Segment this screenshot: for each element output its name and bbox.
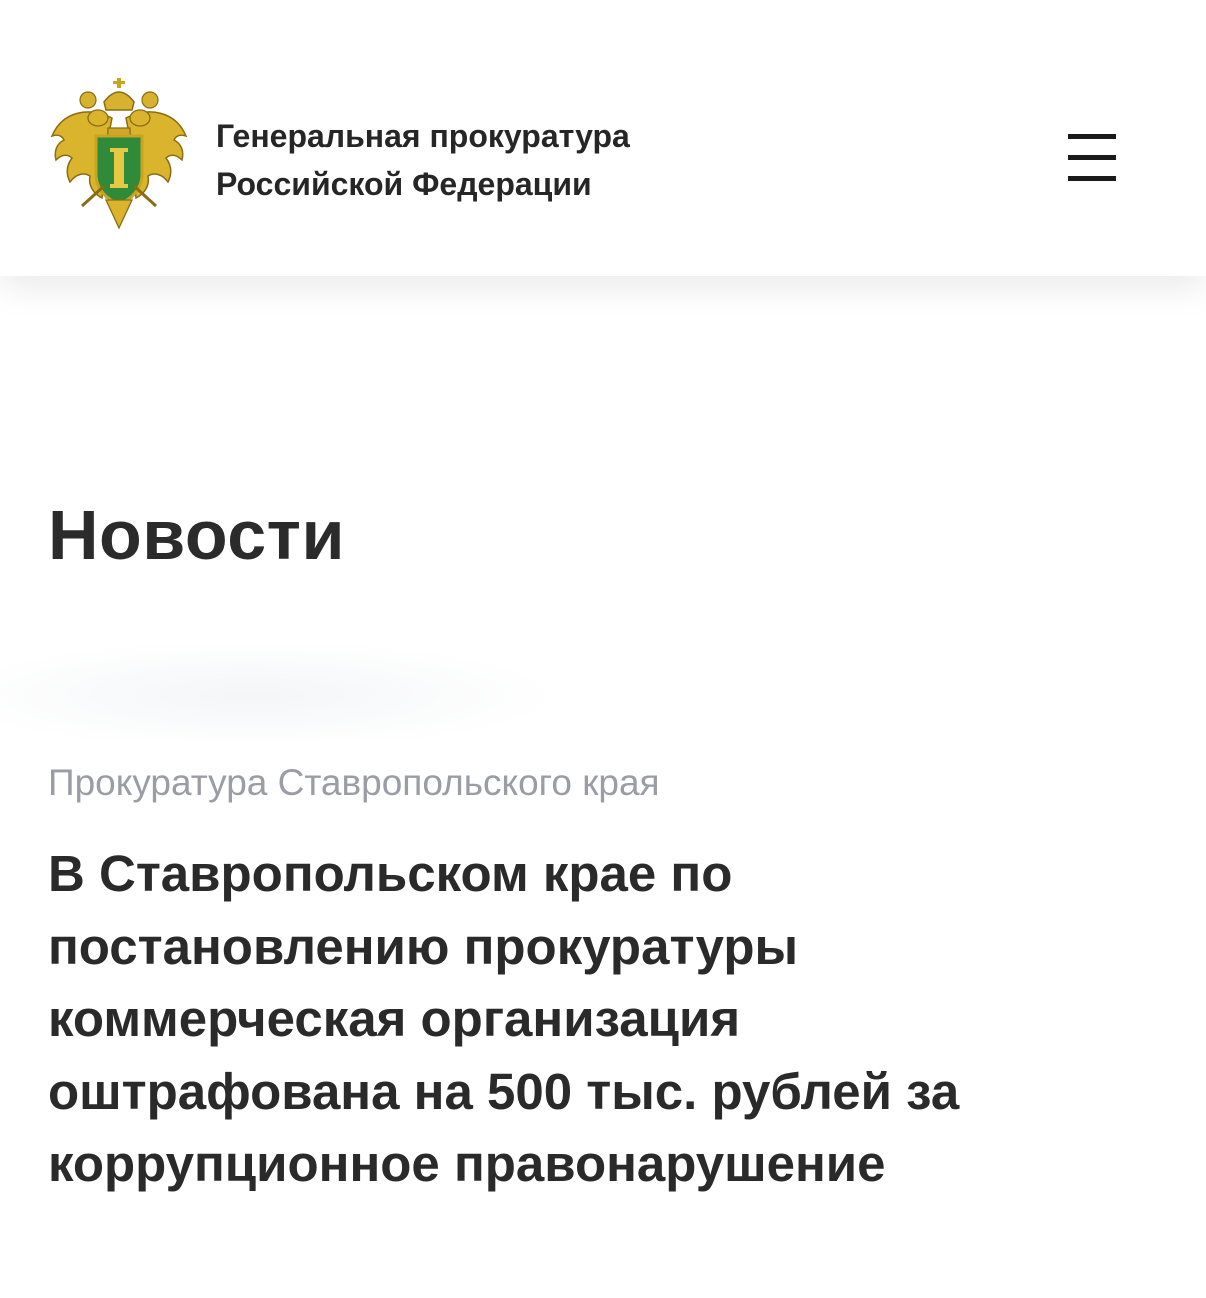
news-headline-line: коррупционное правонарушение — [48, 1135, 886, 1192]
page-title: Новости — [48, 496, 346, 574]
site-header — [0, 0, 1206, 276]
news-headline-line: коммерческая организация — [48, 990, 741, 1047]
news-headline-line: оштрафована на 500 тыс. рублей за — [48, 1062, 960, 1120]
organization-name-line1: Генеральная прокуратура — [216, 118, 630, 154]
news-headline-link[interactable] — [48, 838, 1158, 1201]
organization-name-line2: Российской Федерации — [216, 166, 592, 202]
prosecutor-emblem-icon[interactable] — [48, 78, 190, 234]
news-headline-line: постановлению прокуратуры — [48, 917, 799, 975]
news-source: Прокуратура Ставропольского края — [48, 762, 660, 803]
menu-bar — [1068, 176, 1116, 181]
news-headline-line: В Ставропольском крае по — [48, 845, 733, 902]
menu-bar — [1068, 155, 1116, 160]
hamburger-menu-icon[interactable] — [1062, 130, 1122, 186]
faded-banner — [0, 640, 560, 740]
organization-name[interactable] — [216, 112, 836, 208]
menu-bar — [1068, 134, 1116, 139]
